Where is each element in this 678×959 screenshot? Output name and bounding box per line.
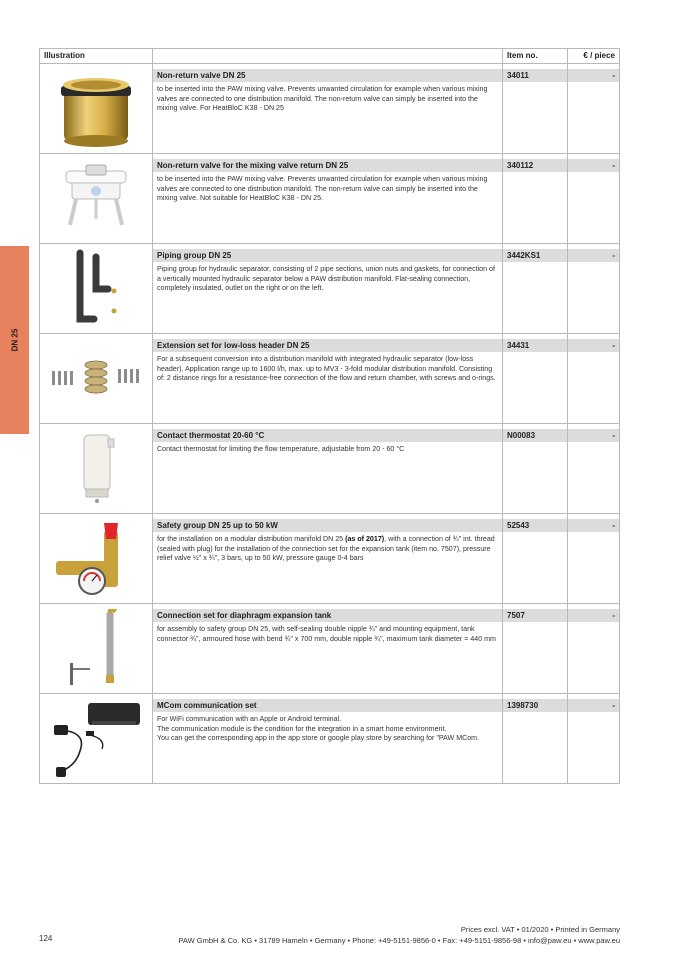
product-name: MCom communication set [153, 699, 502, 712]
table-header-row [40, 49, 620, 64]
footer-line: PAW GmbH & Co. KG • 31789 Hameln • Germany • Phone: +49-5151-9856-0 • Fax: +49-5151-9856-98 • info@paw.eu • www.paw.eu [178, 936, 620, 945]
item-no-cell [503, 694, 568, 784]
product-description: Piping group for hydraulic separator, consisting of 2 pipe sections, union nuts and gaskets, for connection of a vertically mounted hydraulic separator below a PAW distribution manifold. Flat-sealing connection, completely insulated, outlet on the right or on the left. [157, 265, 495, 293]
extension-set-screws-icon [46, 339, 146, 419]
product-description [153, 712, 502, 744]
product-description: to be inserted into the PAW mixing valve. Prevents unwanted circulation for example when various mixing valves are connected to one distribution manifold. The non-return valve can simply be inserted into the mixing valve. Not suitable for HeatBloC K38 - DN 25. [157, 175, 488, 203]
price-value: - [568, 609, 619, 622]
product-illustration [40, 424, 153, 514]
price-cell [568, 334, 620, 424]
product-name: Connection set for diaphragm expansion tank [153, 609, 502, 622]
product-illustration [40, 244, 153, 334]
price-cell [568, 514, 620, 604]
price-value: - [568, 429, 619, 442]
product-description-cell [153, 604, 503, 694]
product-illustration [40, 694, 153, 784]
section-tab-label: DN 25 [10, 328, 19, 352]
product-name: Piping group DN 25 [153, 249, 502, 262]
item-number: 1398730 [503, 699, 567, 712]
connection-set-hose-icon [46, 609, 146, 689]
product-row [40, 244, 620, 334]
header-item-no: Item no. [503, 49, 568, 64]
product-row [40, 424, 620, 514]
product-description: Contact thermostat for limiting the flow temperature, adjustable from 20 - 60 °C [157, 445, 405, 453]
product-illustration [40, 514, 153, 604]
mcom-module-icon [46, 699, 146, 779]
non-return-valve-brass-icon [46, 69, 146, 149]
contact-thermostat-icon [46, 429, 146, 509]
price-cell [568, 244, 620, 334]
product-row [40, 334, 620, 424]
item-number: 3442KS1 [503, 249, 567, 262]
price-value: - [568, 69, 619, 82]
item-number: 52543 [503, 519, 567, 532]
product-name: Extension set for low-loss header DN 25 [153, 339, 502, 352]
description-line: For WiFi communication with an Apple or Android terminal. [157, 715, 342, 723]
product-description: for assembly to safety group DN 25, with self-sealing double nipple ¾" and mounting equipment, tank connector ¾", armoured hose with bend ¾" x 700 mm, double nipple ¾", maximum tank diameter = 440 mm [157, 625, 496, 643]
item-number: 34431 [503, 339, 567, 352]
footer-line: Prices excl. VAT • 01/2020 • Printed in Germany [460, 925, 620, 934]
price-value: - [568, 159, 619, 172]
price-value: - [568, 339, 619, 352]
header-price: € / piece [568, 49, 620, 64]
description-line: The communication module is the condition for the integration in a smart home environment. [157, 724, 447, 733]
footer-info [178, 924, 620, 946]
non-return-valve-white-icon [46, 159, 146, 239]
price-cell [568, 64, 620, 154]
header-illustration: Illustration [40, 49, 153, 64]
description-text: , with a connection of ¾" int. thread (sealed with plug) for the installation of the connection set for the expansion tank (item no. 7507), pressure relief valve ½" x ¾", 3 bars, up to 50 kW, pressure gauge 0-4 bars [157, 535, 495, 563]
product-description-cell [153, 694, 503, 784]
product-description-cell [153, 424, 503, 514]
product-illustration [40, 64, 153, 154]
product-row [40, 604, 620, 694]
product-name: Non-return valve DN 25 [153, 69, 502, 82]
product-description: to be inserted into the PAW mixing valve. Prevents unwanted circulation for example when various mixing valves are connected to one distribution manifold. The non-return valve can simply be inserted into the mixing valve. For HeatBloC K38 - DN 25 [157, 85, 488, 113]
page-number: 124 [39, 934, 53, 943]
product-name: Safety group DN 25 up to 50 kW [153, 519, 502, 532]
price-value: - [568, 249, 619, 262]
item-no-cell [503, 64, 568, 154]
product-name: Non-return valve for the mixing valve return DN 25 [153, 159, 502, 172]
item-no-cell [503, 244, 568, 334]
product-description [153, 532, 502, 564]
description-highlight: (as of 2017) [345, 535, 385, 543]
product-row [40, 154, 620, 244]
item-no-cell [503, 514, 568, 604]
price-value: - [568, 699, 619, 712]
product-name: Contact thermostat 20-60 °C [153, 429, 502, 442]
item-no-cell [503, 604, 568, 694]
price-table [39, 48, 620, 784]
product-illustration [40, 604, 153, 694]
product-description-cell [153, 244, 503, 334]
piping-group-icon [46, 249, 146, 329]
product-description-cell [153, 334, 503, 424]
product-illustration [40, 334, 153, 424]
price-cell [568, 154, 620, 244]
product-row [40, 694, 620, 784]
item-no-cell [503, 154, 568, 244]
product-row [40, 514, 620, 604]
price-cell [568, 604, 620, 694]
product-description-cell [153, 64, 503, 154]
item-number: 34011 [503, 69, 567, 82]
item-no-cell [503, 424, 568, 514]
product-row [40, 64, 620, 154]
price-cell [568, 694, 620, 784]
product-description-cell [153, 514, 503, 604]
item-number: 7507 [503, 609, 567, 622]
section-tab-dn25 [0, 246, 29, 434]
item-no-cell [503, 334, 568, 424]
product-description: For a subsequent conversion into a distribution manifold with integrated hydraulic separator (low-loss header). Application range up to 1600 l/h, max. up to MV3 - 3-fold modular distribution manifold. Consisting of: 2 distance rings for a resistance-free connection of the flow and return chamber, with screws and o-rings. [157, 355, 496, 383]
price-value: - [568, 519, 619, 532]
item-number: 340112 [503, 159, 567, 172]
safety-group-icon [46, 519, 146, 599]
description-text: for the installation on a modular distribution manifold DN 25 [157, 535, 346, 543]
item-number: N00083 [503, 429, 567, 442]
product-illustration [40, 154, 153, 244]
header-description [153, 49, 503, 64]
price-cell [568, 424, 620, 514]
description-line: You can get the corresponding app in the app store or google play store by searching for "PAW MCom. [157, 734, 480, 743]
product-description-cell [153, 154, 503, 244]
